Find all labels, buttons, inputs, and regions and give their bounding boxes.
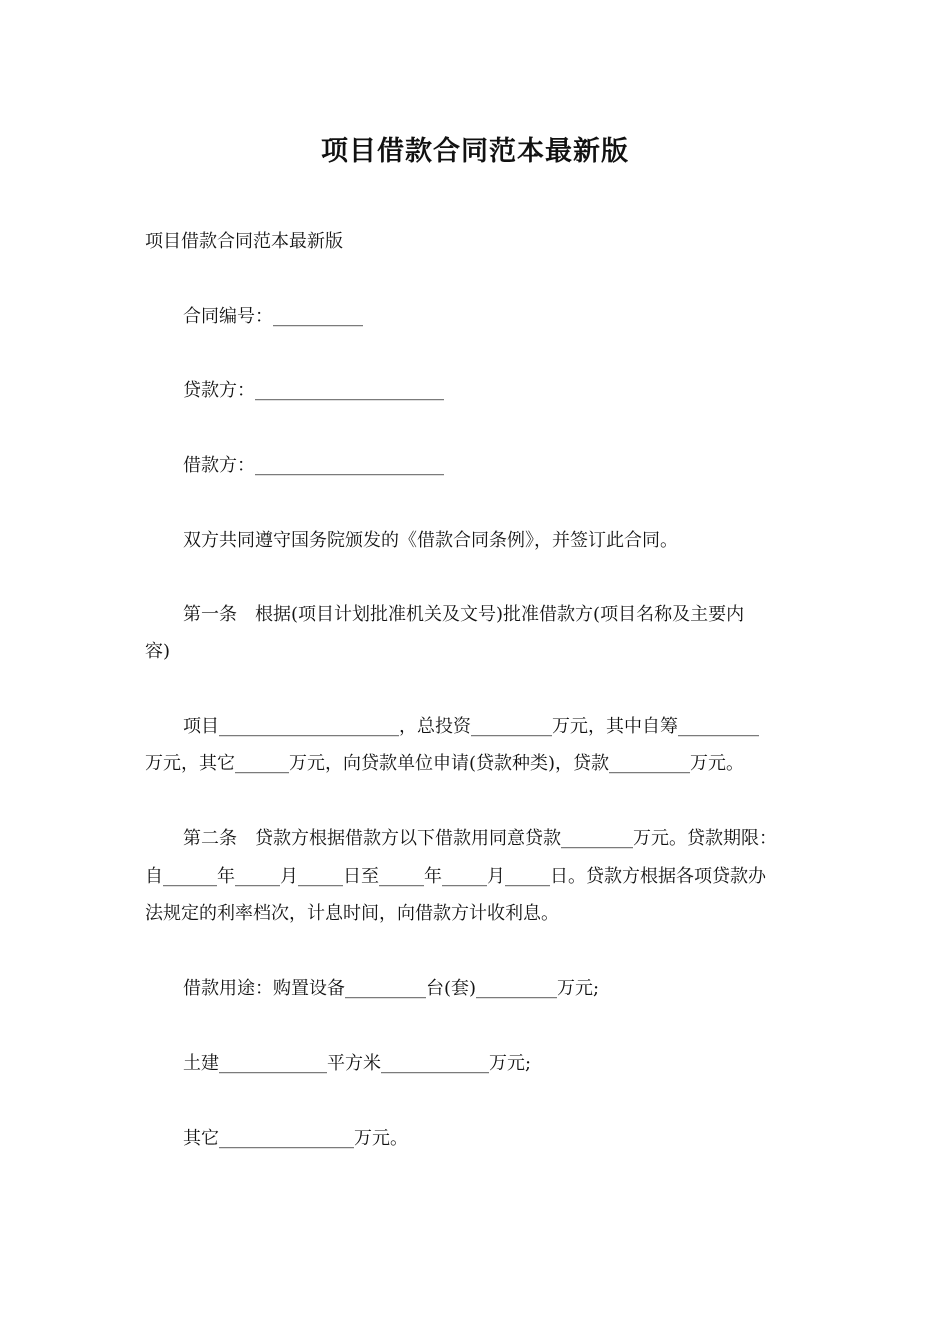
construction-line: 土建____________平方米____________万元;	[183, 1053, 532, 1074]
loan-purpose-line: 借款用途：购置设备_________台(套)_________万元;	[183, 978, 600, 999]
article-two-line-2: 自______年_____月_____日至_____年_____月_____日。贷款方根据各项贷款办	[145, 866, 766, 887]
article-two-line-3: 法规定的利率档次，计息时间，向借款方计收利息。	[145, 903, 559, 924]
document-title: 项目借款合同范本最新版	[321, 136, 629, 167]
project-investment-line-2: 万元，其它______万元，向贷款单位申请(贷款种类)，贷款_________万元。	[145, 753, 745, 774]
article-one-line-2: 容)	[145, 641, 171, 662]
document-subtitle: 项目借款合同范本最新版	[145, 231, 343, 252]
project-investment-line-1: 项目____________________，总投资_________万元，其中自筹_________	[183, 716, 759, 737]
lender-line: 贷款方：_____________________	[183, 380, 444, 401]
article-two-line-1: 第二条 贷款方根据借款方以下借款用同意贷款________万元。贷款期限：	[183, 828, 777, 849]
other-expenses-line: 其它_______________万元。	[183, 1128, 408, 1149]
borrower-line: 借款方：_____________________	[183, 455, 444, 476]
article-one-line-1: 第一条 根据(项目计划批准机关及文号)批准借款方(项目名称及主要内	[183, 604, 745, 625]
agreement-statement: 双方共同遵守国务院颁发的《借款合同条例》，并签订此合同。	[183, 530, 678, 551]
contract-number-line: 合同编号：__________	[183, 306, 363, 327]
